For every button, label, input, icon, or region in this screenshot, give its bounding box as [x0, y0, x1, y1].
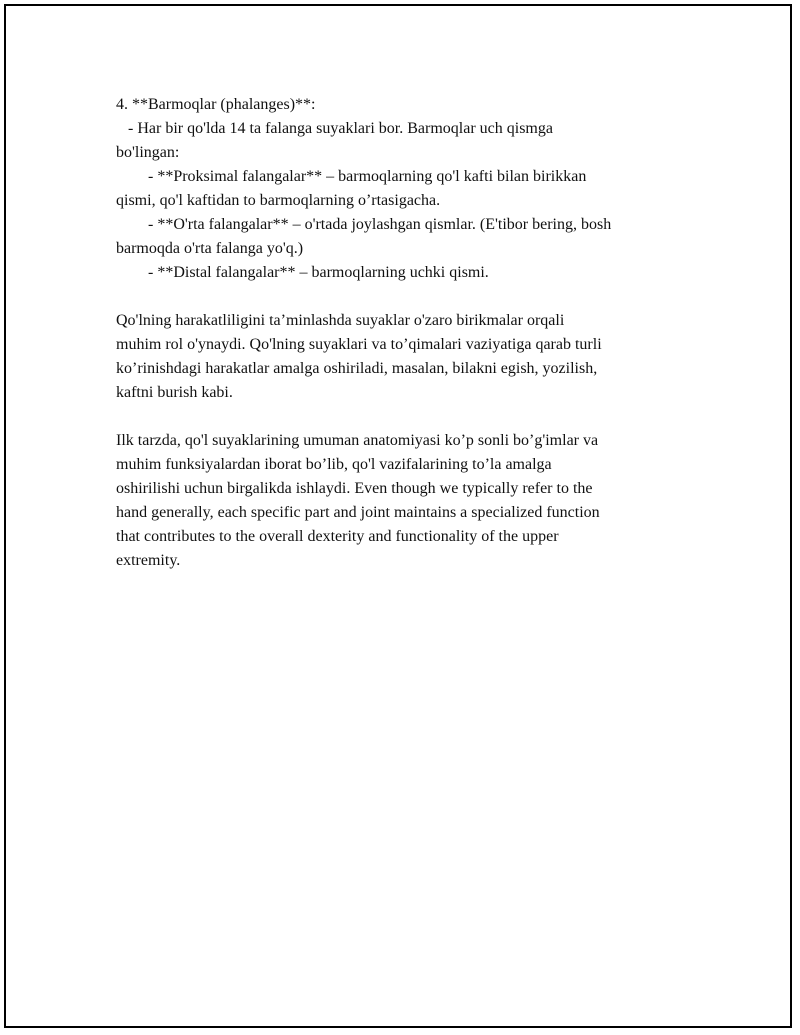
paragraph-line: ko’rinishdagi harakatlar amalga oshiriladi, masalan, bilakni egish, yozilish, [116, 360, 598, 377]
section-intro-line: bo'lingan: [116, 144, 180, 161]
paragraph-line: extremity. [116, 552, 181, 569]
proximal-item-line: - **Proksimal falangalar** – barmoqlarning qo'l kafti bilan birikkan [148, 168, 587, 185]
paragraph-summary [116, 429, 686, 573]
paragraph-line: oshirilishi uchun birgalikda ishlaydi. Even though we typically refer to the [116, 480, 593, 497]
paragraph-line: hand generally, each specific part and joint maintains a specialized function [116, 504, 600, 521]
middle-item-line: barmoqda o'rta falanga yo'q.) [116, 240, 304, 257]
paragraph-line: Qo'lning harakatliligini ta’minlashda suyaklar o'zaro birikmalar orqali [116, 312, 565, 329]
paragraph-line: Ilk tarzda, qo'l suyaklarining umuman anatomiyasi ko’p sonli bo’g'imlar va [116, 432, 599, 449]
paragraph-line: muhim funksiyalardan iborat bo’lib, qo'l vazifalarining to’la amalga [116, 456, 552, 473]
paragraph-line: kaftni burish kabi. [116, 384, 233, 401]
paragraph-spacer [116, 285, 686, 309]
phalanges-section [116, 93, 686, 285]
document-body [116, 93, 686, 573]
distal-item-line: - **Distal falangalar** – barmoqlarning uchki qismi. [148, 264, 489, 281]
paragraph-line: that contributes to the overall dexterity and functionality of the upper [116, 528, 559, 545]
proximal-item-line: qismi, qo'l kaftidan to barmoqlarning o’rtasigacha. [116, 192, 441, 209]
middle-item-line: - **O'rta falangalar** – o'rtada joylashgan qismlar. (E'tibor bering, bosh [148, 216, 612, 233]
paragraph-spacer [116, 405, 686, 429]
section-heading: 4. **Barmoqlar (phalanges)**: [116, 96, 316, 113]
paragraph-mobility [116, 309, 686, 405]
section-intro-line: - Har bir qo'lda 14 ta falanga suyaklari bor. Barmoqlar uch qismga [128, 120, 553, 137]
paragraph-line: muhim rol o'ynaydi. Qo'lning suyaklari va to’qimalari vaziyatiga qarab turli [116, 336, 602, 353]
